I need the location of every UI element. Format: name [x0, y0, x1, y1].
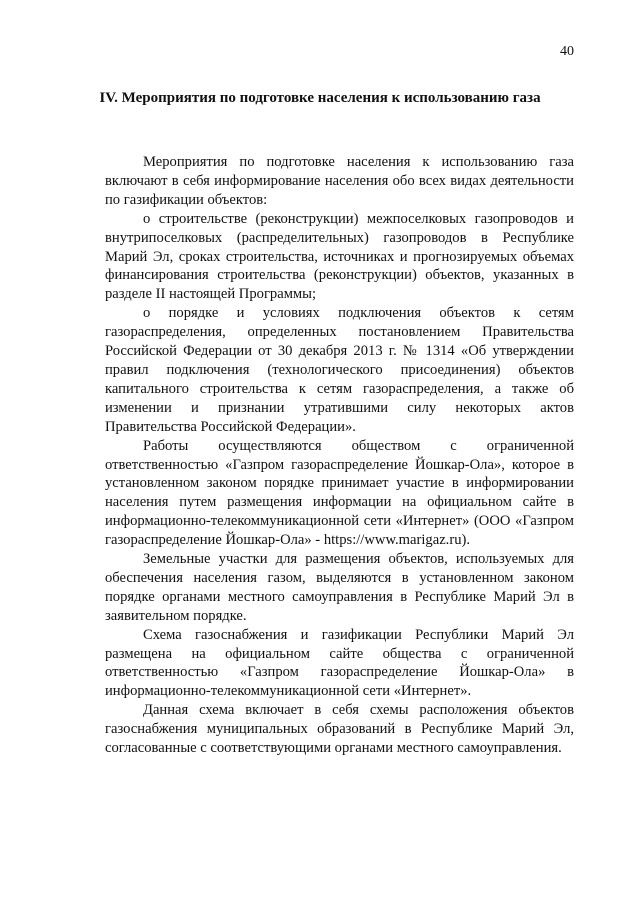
paragraph-connection: о порядке и условиях подключения объектов к сетям газораспределения, определенных постановлением Правительства Российской Федерации от 30 декабря 2013 г. № 1314 «Об утверждении правил подключения (технологического присоединения) объектов капитального строительства к сетям газораспределения, а также об изменении и признании утратившими силу некоторых актов Правительства Российской Федерации».	[105, 305, 574, 435]
paragraph-scheme-content: Данная схема включает в себя схемы расположения объектов газоснабжения муниципальных образований в Республике Марий Эл, согласованные с соответствующими органами местного самоуправления.	[105, 702, 574, 757]
section-heading: IV. Мероприятия по подготовке населения к использованию газа	[99, 90, 541, 106]
paragraph-works: Работы осуществляются обществом с ограниченной ответственностью «Газпром газораспределение Йошкар-Ола», которое в установленном законом порядке принимает участие в информировании населения путем размещения информации на официальном сайте в информационно-телекоммуникационной сети «Интернет» (ООО «Газпром газораспределение Йошкар-Ола» - https://www.marigaz.ru).	[105, 437, 574, 549]
document-body	[105, 153, 574, 758]
paragraph-land: Земельные участки для размещения объектов, используемых для обеспечения населения газом, выделяются в установленном законом порядке органами местного самоуправления в Республике Марий Эл в заявительном порядке.	[105, 551, 574, 624]
paragraph-construction: о строительстве (реконструкции) межпоселковых газопроводов и внутрипоселковых (распределительных) газопроводов в Республике Марий Эл, сроках строительства, источниках и прогнозируемых объемах финансирования строительства (реконструкции) объектов, указанных в разделе II настоящей Программы;	[105, 210, 574, 303]
page-number: 40	[560, 44, 574, 59]
paragraph-intro: Мероприятия по подготовке населения к использованию газа включают в себя информирование населения обо всех видах деятельности по газификации объектов:	[105, 154, 574, 208]
paragraph-scheme: Схема газоснабжения и газификации Республики Марий Эл размещена на официальном сайте общества с ограниченной ответственностью «Газпром газораспределение Йошкар-Ола» в информационно-телекоммуникационной сети «Интернет».	[105, 626, 574, 700]
